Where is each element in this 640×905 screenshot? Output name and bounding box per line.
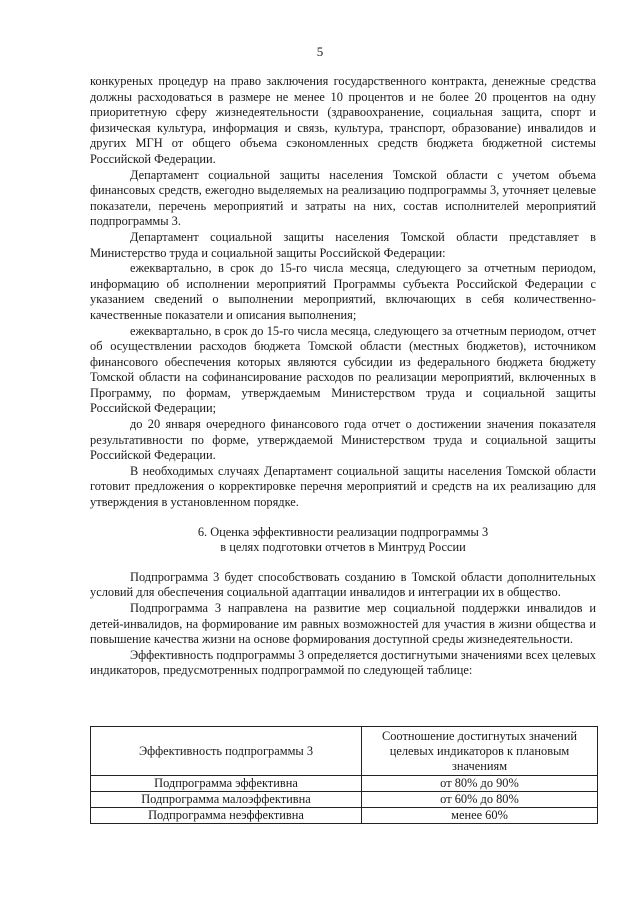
table-cell: от 80% до 90% <box>362 776 598 792</box>
table-cell: Подпрограмма эффективна <box>91 776 362 792</box>
table-row <box>91 792 598 808</box>
paragraph-continuation: конкуреных процедур на право заключения государственного контракта, денежные средства должны расходоваться в размере не менее 10 процентов и не более 20 процентов на одну приоритетную сферу жизнедеятельности (здравоохранение, социальная защита, спорт и физическая культура, информация и связь, культура, транспорт, образование) инвалидов и других МГН от общего объема сэкономленных средств бюджета бюджетной системы Российской Федерации. <box>90 74 596 166</box>
table-header-cell: Соотношение достигнутых значений целевых индикаторов к плановым значениям <box>362 727 598 776</box>
table-cell: Подпрограмма малоэффективна <box>91 792 362 808</box>
table-cell: менее 60% <box>362 808 598 824</box>
paragraph: Подпрограмма 3 будет способствовать созданию в Томской области дополнительных условий для обеспечения социальной адаптации инвалидов и интеграции их в общество. <box>90 569 596 600</box>
document-body <box>90 74 596 679</box>
section-title-line-1: 6. Оценка эффективности реализации подпрограммы 3 <box>197 524 489 539</box>
paragraph: Подпрограмма 3 направлена на развитие мер социальной поддержки инвалидов и детей-инвалидов, на формирование им равных возможностей для участия в жизни общества и повышение качества жизни на основе формирования доступной среды жизнедеятельности. <box>90 601 596 647</box>
list-item-paragraph: до 20 января очередного финансового года отчет о достижении значения показателя результативности по форме, утверждаемой Министерством труда и социальной защиты Российской Федерации. <box>90 417 596 463</box>
section-title-line-2: в целях подготовки отчетов в Минтруд России <box>220 540 466 555</box>
table-row <box>91 776 598 792</box>
list-item-paragraph: ежеквартально, в срок до 15-го числа месяца, следующего за отчетным периодом, отчет об осуществлении расходов бюджета Томской области (местных бюджетов), источником финансового обеспечения которых являются субсидии из федерального бюджета бюджету Томской области на софинансирование расходов по реализации мероприятий, включенных в Программу, по формам, утверждаемым Министерством труда и социальной защиты Российской Федерации; <box>90 323 596 416</box>
paragraph: Эффективность подпрограммы 3 определяется достигнутыми значениями всех целевых индикаторов, предусмотренных подпрограммой по следующей таблице: <box>90 647 596 678</box>
table-header-cell: Эффективность подпрограммы 3 <box>91 727 362 776</box>
paragraph: Департамент социальной защиты населения Томской области представляет в Министерство труда и социальной защиты Российской Федерации: <box>90 229 596 260</box>
effectiveness-table <box>90 726 598 824</box>
paragraph: В необходимых случаях Департамент социальной защиты населения Томской области готовит предложения о корректировке перечня мероприятий и средств на их реализацию для утверждения в установленном порядке. <box>90 463 596 510</box>
table-cell: от 60% до 80% <box>362 792 598 808</box>
paragraph: Департамент социальной защиты населения Томской области с учетом объема финансовых средств, ежегодно выделяемых на реализацию подпрограммы 3, уточняет целевые показатели, перечень мероприятий и затраты на них, состав исполнителей мероприятий подпрограммы 3. <box>90 167 596 229</box>
table-row <box>91 808 598 824</box>
section-heading <box>90 525 596 556</box>
list-item-paragraph: ежеквартально, в срок до 15-го числа месяца, следующего за отчетным периодом, информацию об исполнении мероприятий Программы субъекта Российской Федерации с указанием сведений о выполнении мероприятий, включающих в себя количественно-качественные показатели и описания выполнения; <box>90 261 596 322</box>
table-cell: Подпрограмма неэффективна <box>91 808 362 824</box>
page-number: 5 <box>316 44 324 59</box>
table-header-row <box>91 727 598 776</box>
